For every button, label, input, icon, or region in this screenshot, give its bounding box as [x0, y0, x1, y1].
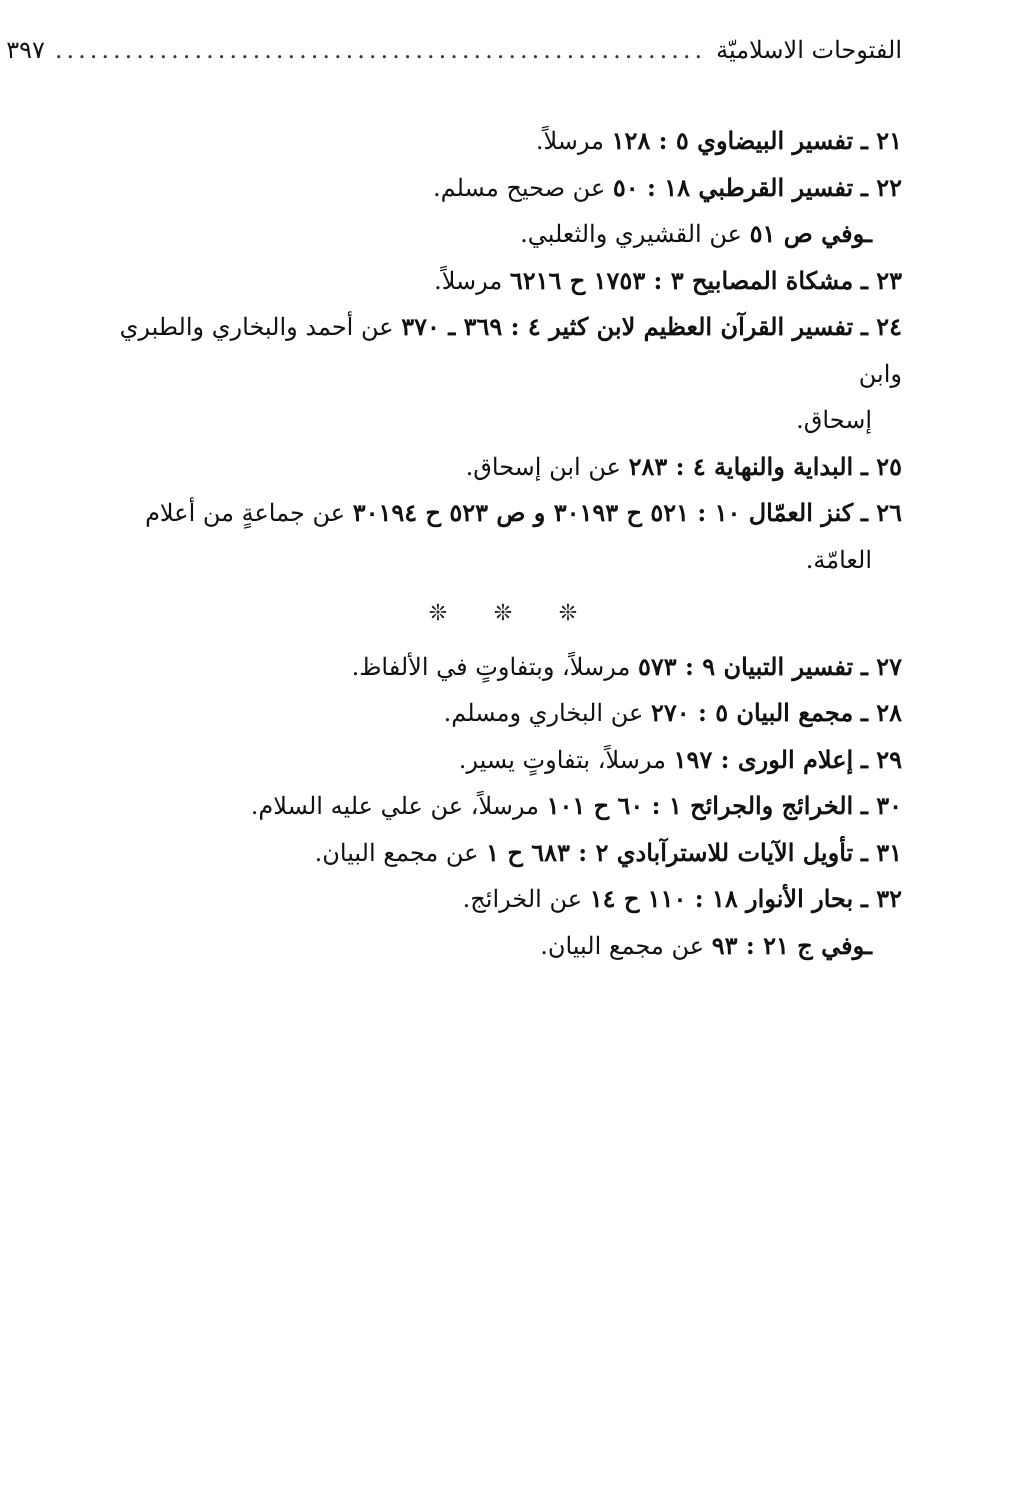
entry-note: عن أحمد والبخاري والطبري وابن	[119, 313, 902, 388]
reference-list	[104, 118, 902, 969]
reference-entry	[104, 258, 902, 305]
reference-entry	[104, 876, 902, 923]
reference-subentry	[104, 211, 902, 258]
entry-note: مرسلاً، بتفاوتٍ يسير.	[458, 745, 667, 774]
entry-note: مرسلاً، عن علي عليه السلام.	[250, 792, 539, 820]
entry-continuation: إسحاق.	[796, 406, 872, 434]
entry-source: تفسير القرآن العظيم لابن كثير ٤ : ٣٦٩ ـ ٣٧٠	[401, 312, 854, 341]
running-header	[6, 36, 902, 76]
entry-number: ٣٢ ـ	[860, 884, 902, 913]
entry-number: ٢٥ ـ	[860, 451, 902, 481]
reference-entry	[104, 783, 902, 830]
entry-source: مجمع البيان ٥ : ٢٧٠	[650, 698, 854, 727]
reference-entry	[104, 490, 902, 583]
entry-continuation: العامّة.	[805, 545, 872, 574]
entry-note: مرسلاً، وبتفاوتٍ في الألفاظ.	[351, 652, 631, 681]
entry-source: وفي ج ٢١ : ٩٣	[711, 930, 865, 960]
reference-entry	[104, 444, 902, 491]
entry-note: مرسلاً.	[535, 127, 605, 155]
entry-note: عن الخرائج.	[462, 885, 583, 913]
entry-source: تفسير التبيان ٩ : ٥٧٣	[637, 651, 854, 681]
entry-source: كنز العمّال ١٠ : ٥٢١ ح ٣٠١٩٣ و ص ٥٢٣ ح ٣٠١٩٤	[352, 498, 854, 527]
reference-entry	[104, 690, 902, 737]
entry-source: الخرائج والجرائح ١ : ٦٠ ح ١٠١	[546, 791, 854, 820]
entry-number: ٢١ ـ	[860, 126, 902, 155]
reference-entry	[104, 304, 902, 444]
entry-number: ٢٣ ـ	[860, 265, 902, 295]
entry-source: تأويل الآيات للاسترآبادي ٢ : ٦٨٣ ح ١	[486, 837, 854, 867]
entry-note: عن مجمع البيان.	[314, 838, 479, 867]
reference-entry	[104, 830, 902, 877]
asterism-icon: ❊	[493, 601, 513, 626]
reference-entry	[104, 118, 902, 165]
entry-source: وفي ص ٥١	[749, 219, 865, 248]
section-separator	[104, 591, 902, 638]
asterism-icon: ❊	[428, 601, 448, 626]
entry-number: ٢٤ ـ	[860, 312, 902, 341]
entry-source: بحار الأنوار ١٨ : ١١٠ ح ١٤	[589, 884, 854, 913]
entry-note: عن صحيح مسلم.	[433, 173, 606, 202]
reference-entry	[104, 644, 902, 691]
reference-entry	[104, 737, 902, 784]
entry-number: ٢٢ ـ	[860, 172, 902, 202]
entry-note: مرسلاً.	[434, 266, 503, 295]
entry-note: عن جماعةٍ من أعلام	[145, 499, 346, 527]
entry-source: البداية والنهاية ٤ : ٢٨٣	[628, 451, 854, 481]
entry-number: ٣٠ ـ	[860, 791, 902, 820]
entry-number: ٣١ ـ	[860, 837, 902, 867]
entry-source: تفسير البيضاوي ٥ : ١٢٨	[611, 126, 854, 155]
entry-number: ٢٦ ـ	[860, 498, 902, 527]
entry-source: مشكاة المصابيح ٣ : ١٧٥٣ ح ٦٢١٦	[509, 265, 854, 295]
entry-dash: ـ	[864, 219, 872, 248]
asterism-icon: ❊	[558, 601, 578, 626]
leader-dots: ........................................................	[54, 36, 707, 64]
entry-note: عن ابن إسحاق.	[465, 452, 621, 481]
entry-number: ٢٩ ـ	[860, 744, 902, 774]
reference-entry	[104, 165, 902, 212]
entry-source: تفسير القرطبي ١٨ : ٥٠	[612, 172, 854, 202]
entry-dash: ـ	[864, 930, 872, 960]
page-number: ٣٩٧	[6, 36, 45, 64]
entry-note: عن مجمع البيان.	[540, 931, 705, 960]
entry-source: إعلام الورى : ١٩٧	[673, 744, 854, 774]
book-title: الفتوحات الاسلاميّة	[716, 36, 902, 64]
entry-number: ٢٧ ـ	[860, 651, 902, 681]
entry-note: عن البخاري ومسلم.	[443, 699, 644, 727]
reference-subentry	[104, 923, 902, 970]
entry-number: ٢٨ ـ	[860, 698, 902, 727]
entry-note: عن القشيري والثعلبي.	[520, 220, 742, 248]
